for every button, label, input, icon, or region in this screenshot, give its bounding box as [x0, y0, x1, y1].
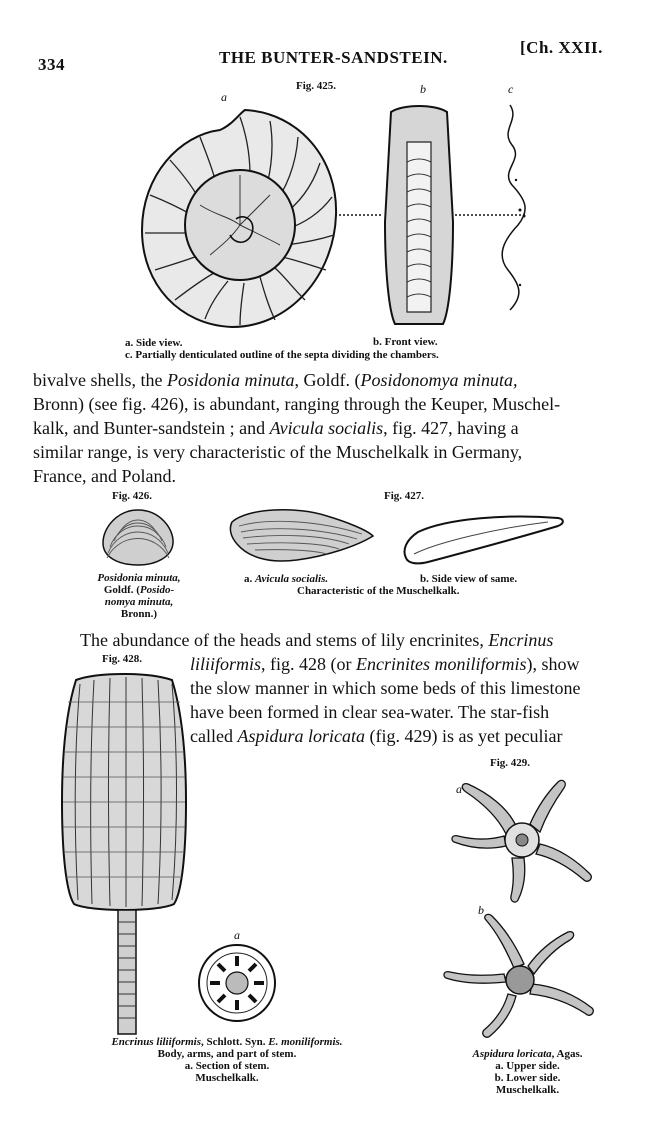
fig427-label: Fig. 427.	[384, 490, 425, 502]
encrinus-crown-illustration	[58, 672, 190, 1037]
fig425-caption-c: c. Partially denticulated outline of the septa dividing the chambers.	[125, 349, 439, 361]
ammonite-front-view-illustration	[383, 102, 455, 330]
fig428-label: Fig. 428.	[102, 653, 143, 665]
posidonia-shell-illustration	[100, 507, 176, 567]
paragraph-encrinites-rest: liliiformis, fig. 428 (or Encrinites moniliformis), show the slow manner in which some beds of this limestone have been formed in clear sea-water. The star-fish called Aspidura loricata (fig. 429) is as yet peculiar	[190, 654, 581, 746]
stem-section-illustration	[196, 942, 278, 1024]
paragraph-encrinites-line1: The abundance of the heads and stems of lily encrinites, Encrinus	[80, 630, 554, 650]
septa-outline-illustration	[490, 100, 540, 315]
paragraph-posidonia: bivalve shells, the Posidonia minuta, Goldf. (Posidonomya minuta, Bronn) (see fig. 426), is abundant, ranging through the Keuper, Muschel- kalk, and Bunter-sandstein ; and Avicula socialis, fig. 427, having a similar range, is very characteristic of the Muschelkalk in Germany, France, and Poland.	[33, 370, 561, 486]
avicula-side-view-illustration	[398, 510, 568, 566]
running-title: THE BUNTER-SANDSTEIN.	[219, 48, 448, 67]
avicula-shell-illustration	[227, 504, 377, 566]
page-number: 334	[38, 55, 65, 74]
starfish-lower-side-illustration	[440, 912, 600, 1040]
fig429-label: Fig. 429.	[490, 757, 531, 769]
ammonite-side-view-illustration	[140, 105, 340, 335]
fig425-caption-a: a. Side view.	[125, 337, 183, 349]
starfish-upper-side-illustration	[448, 778, 596, 904]
fig427-caption-line2: Characteristic of the Muschelkalk.	[297, 585, 460, 597]
fig429-letter-b: b	[478, 903, 484, 917]
fig425-label: Fig. 425.	[296, 80, 337, 92]
fig426-label: Fig. 426.	[112, 490, 153, 502]
fig425-letter-c: c	[508, 82, 514, 96]
fig427-caption-b: b. Side view of same.	[420, 573, 518, 585]
fig429-caption: Aspidura loricata, Agas. a. Upper side. b. Lower side. Muschelkalk.	[472, 1048, 583, 1096]
chapter-label: [Ch. XXII.	[520, 38, 603, 57]
fig425-letter-b: b	[420, 82, 426, 96]
fig427-caption-a: a. Avicula socialis.	[244, 573, 329, 585]
fig428-caption: Encrinus liliiformis, Schlott. Syn. E. moniliformis. Body, arms, and part of stem. a. Section of stem. Muschelkalk.	[111, 1036, 343, 1084]
fig425-caption-b: b. Front view.	[373, 336, 438, 348]
fig429-letter-a: a	[456, 782, 462, 796]
fig425-letter-a: a	[221, 90, 227, 104]
fig426-caption: Posidonia minuta, Goldf. (Posido- nomya minuta, Bronn.)	[97, 572, 181, 620]
fig428-letter-a: a	[234, 928, 240, 942]
